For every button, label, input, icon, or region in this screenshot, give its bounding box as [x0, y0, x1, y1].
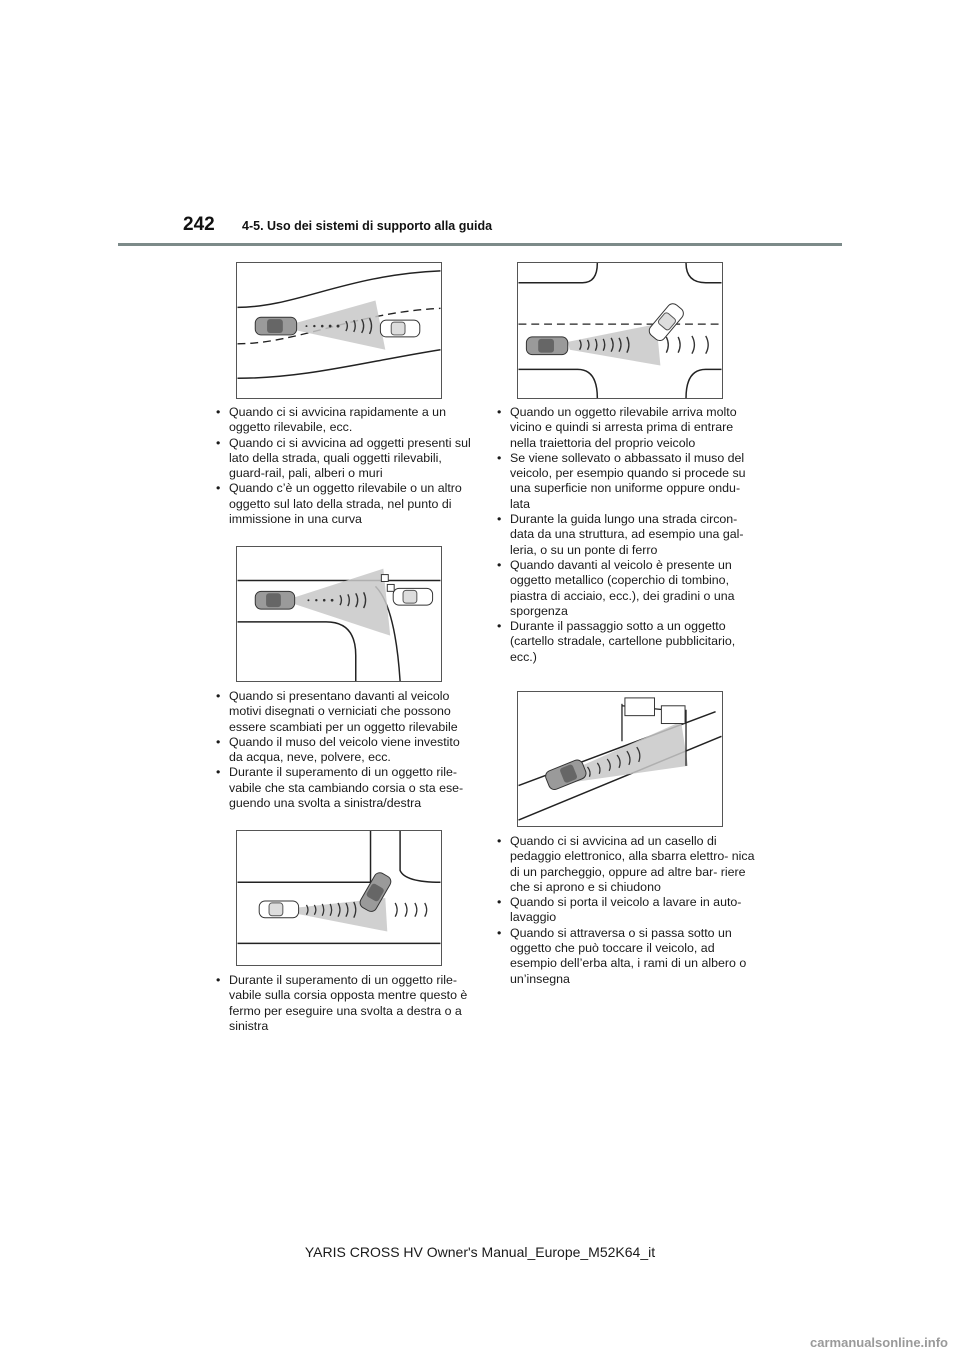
corner-road-objects-illustration	[236, 546, 442, 682]
left-block-2-list	[216, 689, 474, 811]
list-item: • Quando si porta il veicolo a lavare in auto- lavaggio	[497, 895, 759, 926]
watermark: carmanualsonline.info	[810, 1335, 948, 1350]
left-block-1-list	[216, 405, 474, 527]
section-title: 4-5. Uso dei sistemi di supporto alla guida	[242, 219, 493, 233]
list-item: • Quando si presentano davanti al veicolo motivi disegnati o verniciati che possono essere scambiati per un oggetto rilevabile	[216, 689, 474, 735]
right-block-1-list	[497, 405, 759, 665]
right-block-2-list	[497, 834, 759, 987]
list-item: • Durante il superamento di un oggetto rile- vabile sulla corsia opposta mentre questo è fermo per eseguire una svolta a destra o a sinistra	[216, 973, 474, 1034]
intersection-crossing-illustration	[517, 262, 723, 399]
left-block-3-list	[216, 973, 474, 1034]
list-item: • Quando davanti al veicolo è presente un oggetto metallico (coperchio di tombino, piastra di acciaio, ecc.), dei gradini o una sporgenza	[497, 558, 759, 619]
list-item: • Quando c’è un oggetto rilevabile o un altro oggetto sul lato della strada, nel punto di immissione in una curva	[216, 481, 474, 527]
list-item: • Durante il passaggio sotto a un oggetto (cartello stradale, cartellone pubblicitario, ecc.)	[497, 619, 759, 665]
list-item: • Quando si attraversa o si passa sotto un oggetto che può toccare il veicolo, ad esempio dell’erba alta, i rami di un albero o un’insegna	[497, 926, 759, 987]
list-item: • Durante la guida lungo una strada circon- data da una struttura, ad esempio una gal- leria, o su un ponte di ferro	[497, 512, 759, 558]
list-item: • Quando il muso del veicolo viene investito da acqua, neve, polvere, ecc.	[216, 735, 474, 766]
opposite-lane-turning-illustration	[236, 830, 442, 966]
list-item: • Durante il superamento di un oggetto rile- vabile che sta cambiando corsia o sta ese- guendo una svolta a sinistra/destra	[216, 765, 474, 811]
curved-road-approach-illustration	[236, 262, 442, 399]
header-rule	[118, 243, 842, 246]
list-item: • Quando ci si avvicina ad un casello di pedaggio elettronico, alla sbarra elettro- nica di un parcheggio, oppure ad altre bar- riere che si aprono e si chiudono	[497, 834, 759, 895]
overhead-sign-illustration	[517, 691, 723, 827]
list-item: • Quando un oggetto rilevabile arriva molto vicino e quindi si arresta prima di entrare nella traiettoria del proprio veicolo	[497, 405, 759, 451]
list-item: • Quando ci si avvicina rapidamente a un oggetto rilevabile, ecc.	[216, 405, 474, 436]
page-number: 242	[183, 214, 215, 235]
list-item: • Quando ci si avvicina ad oggetti presenti sul lato della strada, quali oggetti rilevabili, guard-rail, pali, alberi o muri	[216, 436, 474, 482]
list-item: • Se viene sollevato o abbassato il muso del veicolo, per esempio quando si procede su una superficie non uniforme oppure ondu- lata	[497, 451, 759, 512]
document-footer: YARIS CROSS HV Owner's Manual_Europe_M52K64_it	[304, 1244, 656, 1260]
